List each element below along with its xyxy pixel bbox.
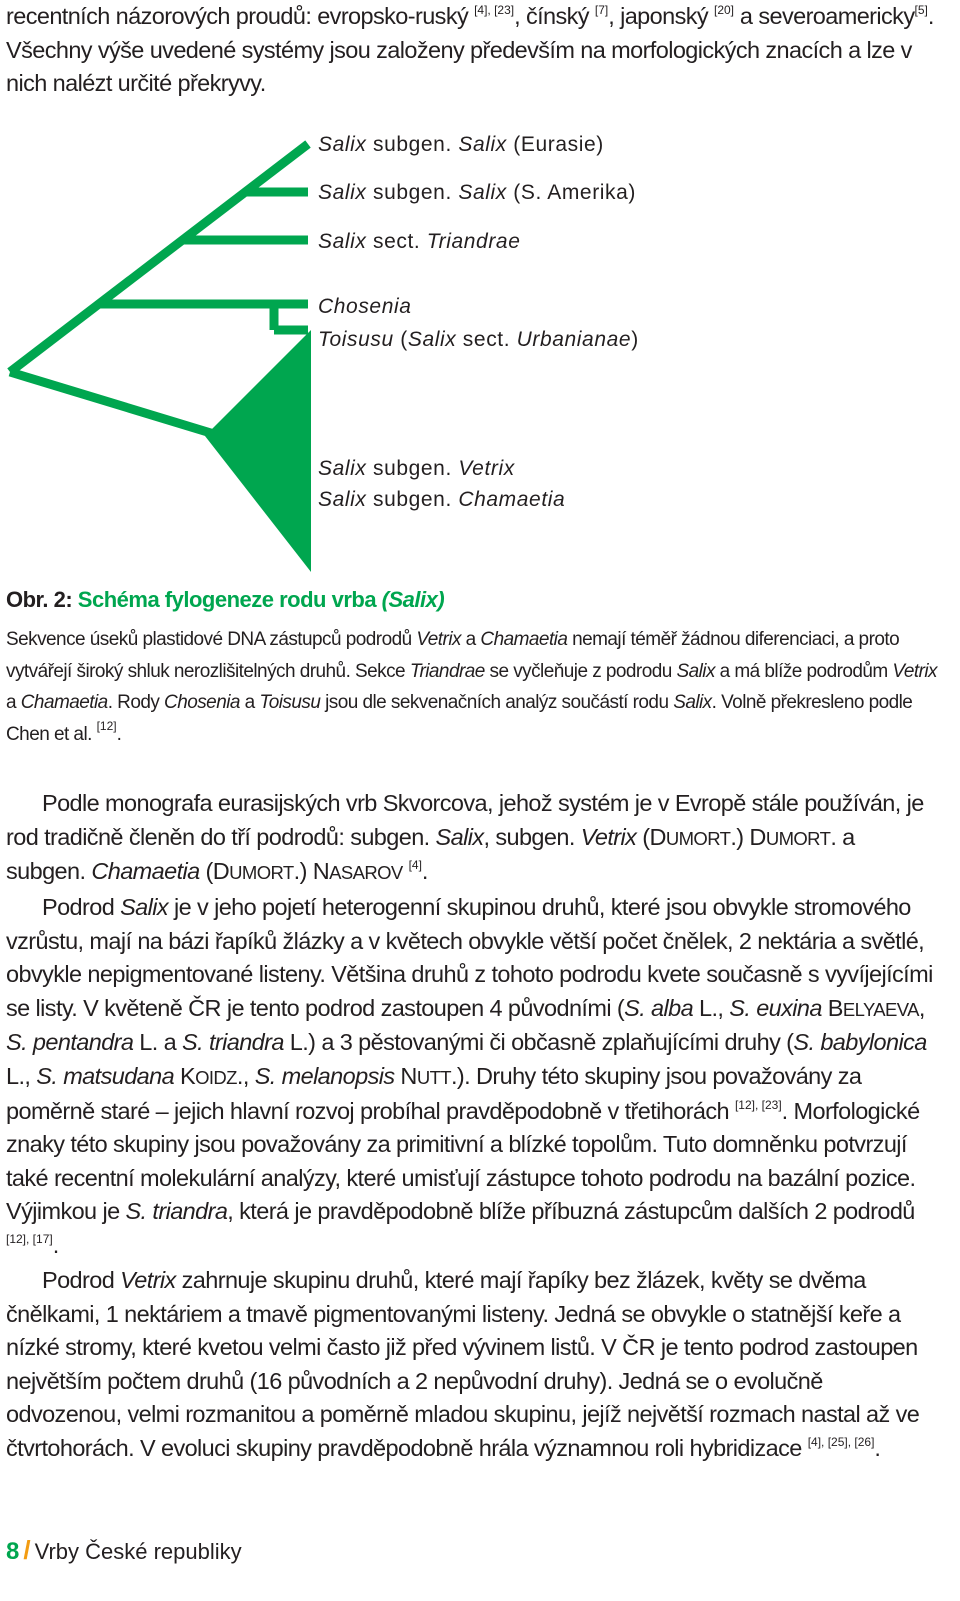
tree-label-chamaetia: Salix subgen. Chamaetia — [318, 488, 566, 511]
intro-paragraph — [6, 0, 938, 101]
page-number: 8 — [6, 1538, 20, 1565]
tree-label-vetrix: Salix subgen. Vetrix — [318, 457, 515, 480]
text: a severoamericky — [734, 3, 915, 29]
publication-title: Vrby České republiky — [34, 1539, 242, 1564]
footer-slash: / — [23, 1535, 31, 1565]
paragraph-subgenera: Podle monografa eurasijských vrb Skvorcova, jehož systém je v Evropě stále používán, je rod tradičně členěn do tří podrodů: subgen. Salix, subgen. Vetrix (DUMORT.) DUMORT. a subgen. Chamaetia (DUMORT.) NASAROV [4]. — [6, 790, 924, 885]
tree-label-chosenia: Chosenia — [318, 295, 412, 318]
tree-label-salix-eurasia: Salix subgen. Salix (Eurasie) — [318, 133, 604, 156]
text: recentních názorových proudů: evropsko-ruský — [6, 3, 475, 29]
figure-caption-text: Sekvence úseků plastidové DNA zástupců podrodů Vetrix a Chamaetia nemají téměř žádnou diferenciaci, a proto vytvářejí široký shluk nerozlišitelných druhů. Sekce Triandrae se vyčleňuje z podrodu Salix a má blíže podrodům Vetrix a Chamaetia. Rody Chosenia a Toisusu jsou dle sekvenačních analýz součástí rodu Salix. Volně překresleno podle Chen et al. [12]. — [6, 629, 937, 745]
text: , japonský — [608, 3, 714, 29]
text: , čínský — [514, 3, 595, 29]
tree-label-salix-america: Salix subgen. Salix (S. Amerika) — [318, 181, 637, 204]
paragraph-subgenus-salix: Podrod Salix je v jeho pojetí heterogenní skupinou druhů, které jsou obvykle stromového vzrůstu, mají na bázi řapíků žlázky a v květech obvykle větší počet čnělek, 2 nektária a světlé, obvykle nepigmentované listeny. Většina druhů z tohoto podrodu kvete současně s vyvíjejícími se listy. V květeně ČR je tento podrod zastoupen 4 původními (S. alba L., S. euxina BELYAEVA, S. pentandra L. a S. triandra L.) a 3 pěstovanými či občasně zplaňujícími druhy (S. babylonica L., S. matsudana KOIDZ., S. melanopsis NUTT.). Druhy této skupiny jsou považovány za poměrně staré – jejich hlavní rozvoj probíhal pravděpodobně v třetihorách [12], [23]. Morfologické znaky této skupiny jsou považovány za primitivní a blízké topolům. Tuto domněnku potvrzují také recentní molekulární analýzy, které umisťují zástupce tohoto podrodu na bazální pozice. Výjimkou je S. triandra, která je pravděpodobně blíže příbuzná zástupcům dalších 2 podrodů [12], [17]. — [6, 894, 933, 1258]
figure-caption-title: Obr. 2: Schéma fylogeneze rodu vrba (Salix) — [6, 587, 445, 612]
tree-label-toisusu: Toisusu (Salix sect. Urbanianae) — [318, 328, 639, 351]
citation: [4], [23] — [474, 3, 515, 17]
page-footer — [6, 1535, 242, 1566]
tree-main-branch — [10, 144, 308, 372]
citation: [20] — [713, 3, 734, 17]
citation: [5] — [914, 3, 928, 17]
tree-label-triandrae: Salix sect. Triandrae — [318, 230, 521, 253]
text: . Všechny výše uvedené systémy jsou založeny především na morfologických znacích a lze v nich nalézt určité překryvy. — [6, 3, 934, 97]
citation: [7] — [594, 3, 609, 17]
paragraph-subgenus-vetrix: Podrod Vetrix zahrnuje skupinu druhů, které mají řapíky bez žlázek, květy se dvěma čnělkami, 1 nektáriem a tmavě pigmentovanými listeny. Jedná se obvykle o statnější keře a nízké stromy, které kvetou velmi často již před vývinem listů. V ČR je tento podrod zastoupen největším počtem druhů (16 původních a 2 nepůvodní druhy). Jedná se o evolučně odvozenou, velmi rozmanitou a poměrně mladou skupinu, jejíž největší rozmach nastal až ve čtvrtohorách. V evoluci skupiny pravděpodobně hrála významnou roli hybridizace [4], [25], [26]. — [6, 1267, 920, 1461]
tree-clade-vetrix-chamaetia — [205, 330, 311, 572]
